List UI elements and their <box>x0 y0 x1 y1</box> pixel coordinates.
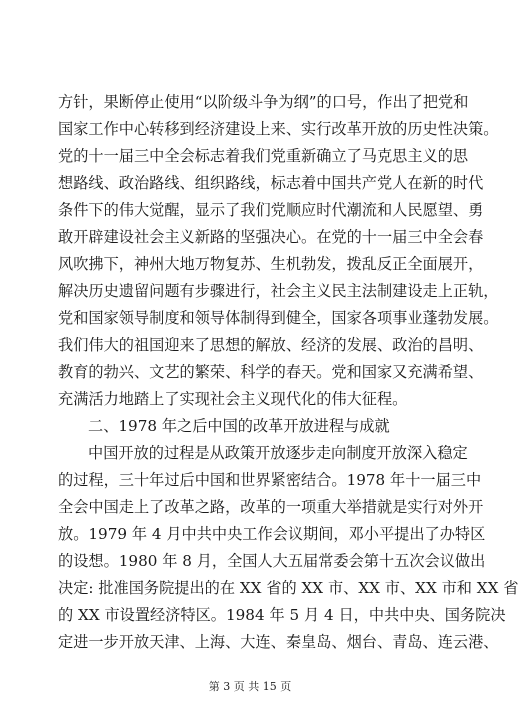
text-line: 方针，果断停止使用“以阶级斗争为纲”的口号，作出了把党和 <box>58 93 469 111</box>
text-line: 充满活力地踏上了实现社会主义现代化的伟大征程。 <box>58 390 408 408</box>
text-line: 的 XX 市设置经济特区。1984 年 5 月 4 日，中共中央、国务院决 <box>58 606 506 624</box>
text-line: 决定: 批准国务院提出的在 XX 省的 XX 市、XX 市、XX 市和 XX 省 <box>58 579 518 597</box>
text-line: 条件下的伟大觉醒，显示了我们党顺应时代潮流和人民愿望、勇 <box>58 201 484 219</box>
text-line: 的过程，三十年过后中国和世界紧密结合。1978 年十一届三中 <box>58 471 482 489</box>
text-line: 敢开辟建设社会主义新路的坚强决心。在党的十一届三中全会春 <box>58 228 484 246</box>
text-line: 定进一步开放天津、上海、大连、秦皇岛、烟台、青岛、连云港、 <box>58 633 499 651</box>
text-line: 教育的勃兴、文艺的繁荣、科学的春天。党和国家又充满希望、 <box>58 363 484 381</box>
text-line: 风吹拂下，神州大地万物复苏、生机勃发，拨乱反正全面展开， <box>58 255 484 273</box>
text-line: 解决历史遗留问题有步骤进行，社会主义民主法制建设走上正轨， <box>58 282 499 300</box>
text-line: 党的十一届三中全会标志着我们党重新确立了马克思主义的思 <box>58 147 469 165</box>
text-line: 想路线、政治路线、组织路线，标志着中国共产党人在新的时代 <box>58 174 484 192</box>
text-line: 的设想。1980 年 8 月，全国人大五届常委会第十五次会议做出 <box>58 552 486 570</box>
text-line: 我们伟大的祖国迎来了思想的解放、经济的发展、政治的昌明、 <box>58 336 484 354</box>
text-line: 放。1979 年 4 月中共中央工作会议期间，邓小平提出了办特区 <box>58 525 486 543</box>
text-line: 全会中国走上了改革之路，改革的一项重大举措就是实行对外开 <box>58 498 484 516</box>
text-line: 国家工作中心转移到经济建设上来、实行改革开放的历史性决策。 <box>58 120 499 138</box>
text-line: 党和国家领导制度和领导体制得到健全，国家各项事业蓬勃发展。 <box>58 309 499 327</box>
section-heading: 二、1978 年之后中国的改革开放进程与成就 <box>88 417 390 435</box>
paragraph-first-line: 中国开放的过程是从政策开放逐步走向制度开放深入稳定 <box>88 444 468 462</box>
page-number-footer: 第 3 页 共 15 页 <box>208 680 292 693</box>
